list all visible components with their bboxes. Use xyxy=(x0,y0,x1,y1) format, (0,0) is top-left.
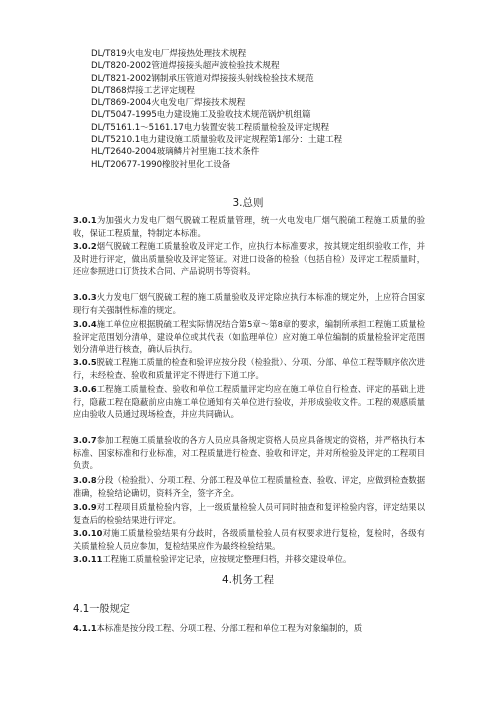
section-3-0-10 xyxy=(73,527,425,552)
section-number: 3.0.5 xyxy=(73,357,97,367)
section-number: 3.0.2 xyxy=(73,241,97,251)
section-3-0-1 xyxy=(73,214,425,239)
section-number: 3.0.1 xyxy=(73,215,97,225)
section-3-0-5 xyxy=(73,356,425,381)
section-4-1-1 xyxy=(73,622,425,635)
section-text: 为加强火力发电厂烟气脱硫工程质量管理，统一火电发电厂烟气脱硫工程施工质量的验收，保证工程质量，特制定本标准。 xyxy=(73,215,425,238)
section-number: 3.0.11 xyxy=(73,554,103,564)
standard-item: DL/T868焊接工艺评定规程 xyxy=(91,85,195,96)
heading-general-provisions: 4.1一般规定 xyxy=(73,604,130,615)
section-number: 3.0.3 xyxy=(73,292,97,302)
section-number: 3.0.8 xyxy=(73,475,97,485)
standard-item: DL/T5210.1电力建设施工质量验收及评定规程第1部分：土建工程 xyxy=(91,135,343,146)
section-number: 3.0.7 xyxy=(73,435,97,445)
section-text: 本标准是按分段工程、分项工程、分部工程和单位工程为对象编制的，质 xyxy=(96,623,363,633)
section-text: 参加工程施工质量验收的各方人员应具备规定资格人员应具备规定的资格，并严格执行本标准、国家标准和行业标准，对工程质量进行检查、验收和评定，并对所检验及评定的工程项目负责。 xyxy=(73,435,425,471)
section-3-0-8 xyxy=(73,474,425,499)
standard-item: DL/T869-2004火电发电厂焊接技术规程 xyxy=(91,98,246,109)
standard-item: DL/T5161.1～5161.17电力装置安装工程质量检验及评定规程 xyxy=(91,122,330,133)
heading-general-principles: 3.总则 xyxy=(232,197,264,209)
section-3-0-3 xyxy=(73,291,425,316)
section-text: 对工程项目质量检验内容，上一级质量检验人员可同时抽查和复评检验内容，评定结果以复查后的检验结果进行评定。 xyxy=(73,502,425,525)
section-3-0-9 xyxy=(73,501,425,526)
section-text: 脱硫工程施工质量的检查和验评应按分段（检验批）、分项、分部、单位工程等顺序依次进行，未经检查、验收和质量评定不得进行下道工序。 xyxy=(73,357,425,380)
standard-item: HL/T20677-1990橡胶衬里化工设备 xyxy=(91,159,231,170)
section-number: 3.0.10 xyxy=(73,528,103,538)
standard-item: DL/T821-2002钢制承压管道对焊接接头射线检验技术规范 xyxy=(91,73,314,84)
standard-item: HL/T2640-2004玻璃鳞片衬里施工技术条件 xyxy=(91,147,260,158)
section-number: 4.1.1 xyxy=(73,623,97,633)
section-text: 烟气脱硫工程施工质量验收及评定工作，应执行本标准要求，按其规定组织验收工作，并及时进行评定，做出质量验收及评定签证。对进口设备的检验（包括自检）及评定工程质量时，还应参照进口订货技术合同、产品说明书等资料。 xyxy=(73,241,425,277)
section-number: 3.0.4 xyxy=(73,319,97,329)
section-text: 对施工质量检验结果有分歧时，各级质量检验人员有权要求进行复检，复检时，各级有关质量检验人员应参加，复检结果应作为最终检验结果。 xyxy=(73,528,425,551)
section-3-0-7 xyxy=(73,434,425,472)
section-number: 3.0.9 xyxy=(73,502,97,512)
standard-item: DL/T819火电发电厂焊接热处理技术规程 xyxy=(91,49,247,59)
standard-item: DL/T820-2002管道焊接接头超声波检验技术规程 xyxy=(91,61,280,72)
section-text: 工程施工质量检验评定记录，应按规定整理归档，并移交建设单位。 xyxy=(102,554,352,564)
heading-mechanical-works: 4.机务工程 xyxy=(221,574,275,586)
section-3-0-2 xyxy=(73,240,425,278)
section-text: 施工单位应根据脱硫工程实际情况结合第5章～第8章的要求，编制所承担工程施工质量检验评定范围划分清单，建设单位或其代表（如监理单位）应对施工单位编制的质量检验评定范围划分清单进行核查，确认后执行。 xyxy=(73,319,425,355)
standard-item: DL/T5047-1995电力建设施工及验收技术规范锅炉机组篇 xyxy=(91,110,311,121)
section-3-0-4 xyxy=(73,318,425,356)
section-text: 分段（检验批）、分项工程、分部工程及单位工程质量检查、验收、评定，应做到检查数据准确，检验结论确切，资料齐全，签字齐全。 xyxy=(73,475,425,498)
section-text: 火力发电厂烟气脱硫工程的施工质量验收及评定除应执行本标准的规定外，上应符合国家现行有关强制性标准的规定。 xyxy=(73,292,425,315)
standards-list xyxy=(91,48,481,171)
section-number: 3.0.6 xyxy=(73,384,97,394)
section-3-0-6 xyxy=(73,383,425,421)
section-3-0-11 xyxy=(73,553,425,566)
section-text: 工程施工质量检查、验收和单位工程质量评定均应在施工单位自行检查、评定的基础上进行，隐蔽工程在隐蔽前应由施工单位通知有关单位进行验收，并形成验收文件。工程的观感质量应由验收人员通过现场检查，并应共同确认。 xyxy=(73,384,425,420)
